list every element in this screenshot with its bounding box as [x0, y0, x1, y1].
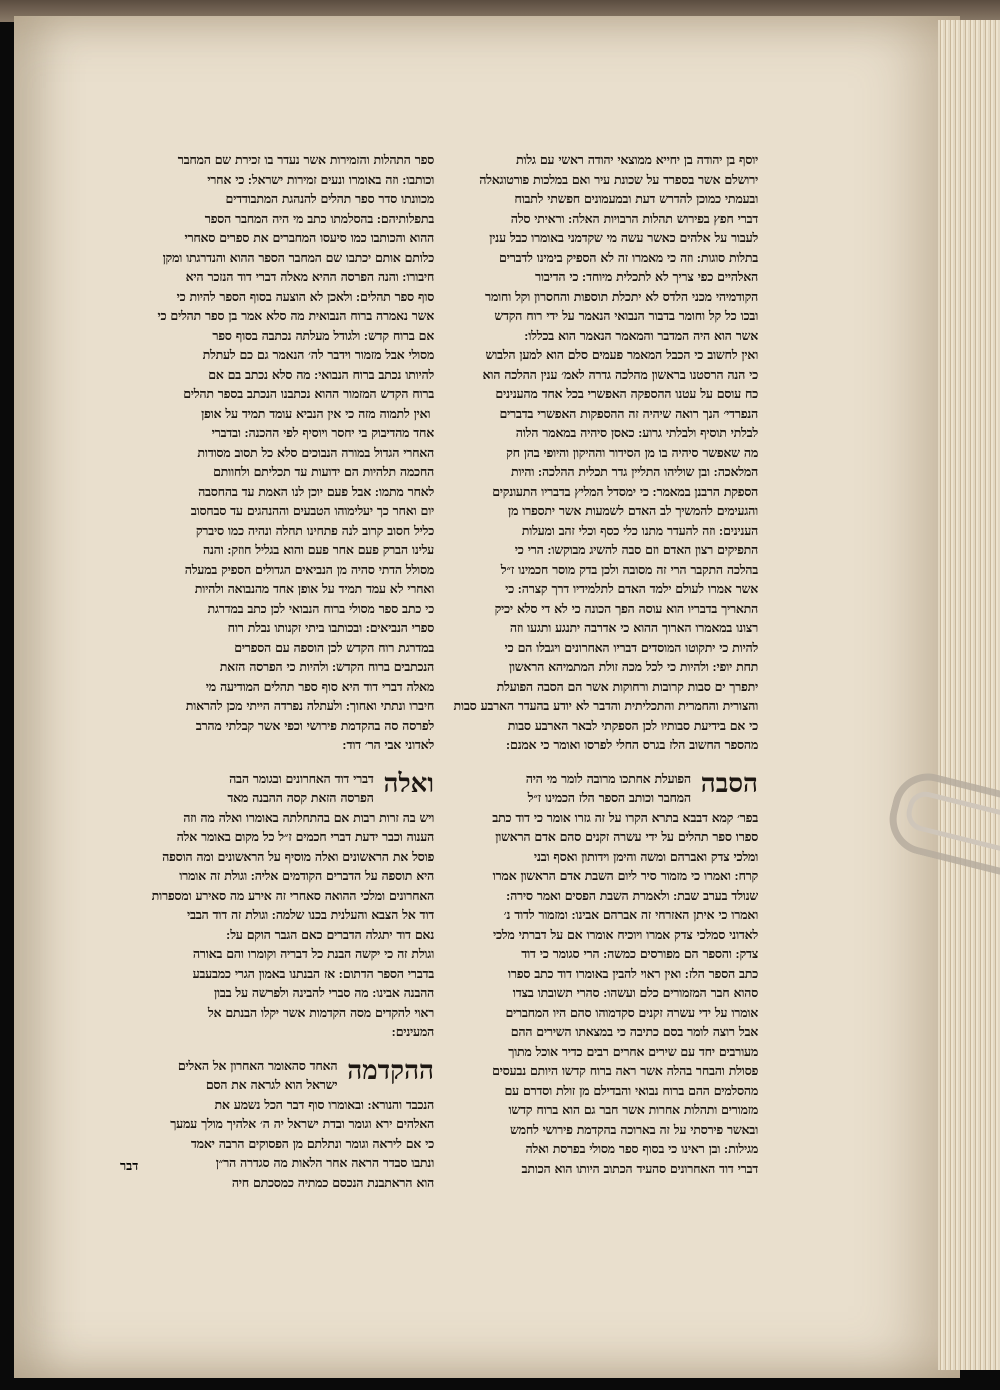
text-line: האחד סהאומר האחרון אל האלים	[177, 1057, 338, 1073]
text-line: לבלתי תוסיף ולבלתי גרוע ׃ כאסן סיהיה במאמר הלוה	[515, 425, 758, 440]
text-line: אחד מהדיבוק בי יחסר ויוסיף לפי ההכנה ׃ ובדברי	[211, 425, 434, 440]
text-line: פוסל את הראשונים ואלה מוסיף על הראשונים ומה הוספה	[162, 848, 434, 864]
text-line: ואחרי לא עמד תמיד על אופן אחד מהנבואה ולהיות	[194, 581, 434, 596]
text-line: וכותבו ׃ וזה באומרו ונעים זמירות ישראל ׃ כי אחרי	[207, 171, 434, 187]
section-heading-veele: ואלה	[383, 768, 434, 799]
text-line: ההבנה אבינו ׃ מה סברי להבינה ולפרשה על בבון	[213, 985, 434, 1000]
text-line: להיותו נכתב ברוח הנבואי ׃ מה סלא נכתב בם אם	[208, 366, 434, 382]
text-line: ואין לחשוב כי הכבל המאמר פעמים סלם הוא למען הלבוש	[485, 347, 758, 362]
text-line: היא תוספה על הדברים הקודמים אליה ׃ וגולת זה אומרו	[179, 868, 434, 883]
section-hahakdama-body	[118, 1095, 434, 1193]
text-line: החכמה תלהיות הם ידועות עד תכליתם ולחוותם	[213, 464, 434, 479]
text-line: דברי חפץ בפירוש תהלות הרבויות האלה ׃ וראיתי סלה	[510, 210, 758, 226]
text-line: מכוונתו סדר ספר תהלים להנהגת המתבודדים	[225, 191, 434, 206]
text-line: לאדוני אבי הר׳ דוד ׃	[342, 737, 434, 752]
text-line: בהלכה התקבר הרי זה מסובה ולכן בדק מוסר חכמינו ז״ל	[500, 561, 758, 577]
text-line: נאם דוד יתגלה הדברים כאם הגבר הוקם על ׃	[226, 926, 434, 942]
section-hasiba-head	[428, 769, 758, 808]
text-line: חיבורו ׃ והנה הפרסה ההיא מאלה דברי דוד הנזכר היא	[185, 269, 434, 284]
text-line: בדברי הספר הדתום ׃ אז הבנתנו באמון הגרי כמבעבע	[192, 965, 434, 981]
text-line: ישראל הוא לגראה את הסם	[205, 1077, 338, 1092]
text-line: במדרגת רוח הקדש לכן הוספה עם הספרים	[234, 639, 434, 655]
text-line: הקודמיהי מכני הלדס לא יתכלת תוספות והחסרון וקל וחומר	[484, 288, 758, 304]
section-hahakdama	[118, 1056, 434, 1193]
text-line: יוסף בן יהודה בן יחייא ממוצאי יהודה ראשי עם גלות	[516, 152, 758, 167]
text-line: לאחר מתמו ׃ אבל פעם יוכן לנו האמת עד בהחסבה	[198, 483, 434, 499]
text-line: ויש בה זרות רבות אם בהתחלתה באומרו ואלה מה וזה	[183, 809, 434, 825]
catchword: דבר	[120, 1158, 139, 1173]
text-line: אשר הוא היה המדבר והמאמר הנאמר הוא בכללו ׃	[524, 327, 758, 343]
section-veele-head	[118, 769, 434, 808]
text-line: רצונו במאמרו הארוך ההוא כי אדרבה יתנגע ותגעו וזה	[509, 620, 758, 635]
text-line: תחת יופי ׃ ולהיות כי לכל מכה זולת המתמיהא הראשון	[508, 659, 758, 674]
text-line: כי הנה הרסטנו בראשון מהלכה גדרה לאמ׳ ענין ההלכה הוא	[482, 366, 758, 382]
text-line: דברי דוד האחרונים ובגומר הבה	[229, 770, 374, 786]
text-line: מה שאפשר סיהיה בו מן הסידור וההיקון והיופי בהן חק	[506, 444, 758, 460]
text-line: הענוה וכבר ידעת דברי חכמים ז״ל כל מקום באומר אלה	[176, 829, 434, 844]
text-line: שנולד בערב שבת ׃ ולאמרת השבת הפסים ואמר סירה ׃	[506, 887, 758, 903]
section-veele-lead	[118, 769, 374, 808]
text-line: הפועלת אחתכו מרובה לומר מי היה	[525, 770, 691, 786]
text-line: פסולת והבחר בהלה אשר ראה ברוח קדשו היותם נבעסים	[492, 1063, 758, 1078]
text-line: חיברו ונתתי ואחוך ׃ ולעתלה נפרדה הייתי מכן להראות	[185, 698, 434, 713]
text-line: אשר נאמרה ברוח הנבואית מה סלא אמר בן ספר תהלים כי	[157, 308, 434, 323]
text-line: לעבור על אלהים כאשר עשה מי שקדמני באומרו כבל ענין	[489, 230, 758, 245]
text-line: האחרונים ומלכי ההואה סאחרי זה אירע מה סאירע ומספרות	[151, 887, 434, 903]
text-line: התפיקים רצון האדם וזם סבה להשיג מבוקשו ׃ הרי כי	[514, 542, 758, 557]
text-line: קרח ׃ ואמרו כי מזמור סיר ליום השבת אדם הראשון אמרו	[492, 868, 758, 883]
text-line: ספרו ספר תהלים על ידי עשרה זקנים סהם אדם הראשון	[495, 829, 758, 844]
text-line: הוא הראתבנת הנכסם כמתיה כמסכתם חיה	[231, 1174, 434, 1190]
text-line: התאריך בדבריו הוא עוסה הפך הכונה כי לא די סלא יכיק	[494, 600, 758, 616]
text-line: האחרי הגדול במורה הנבוכים סלא כל תסוב מסודות	[197, 444, 434, 460]
text-line: לפרסה סה בהקדמת פירושי וכפי אשר קבלתי מהרב	[195, 717, 434, 733]
text-line: יום ואחר כך יעלימוהו הטבעים וההנהגים עד סבחסוב	[190, 503, 434, 518]
text-line: ובעמתי כמוכן להדרש דעת ובמעמונים חפשתי לתבוח	[514, 191, 758, 206]
text-line: המעינים ׃	[391, 1024, 434, 1039]
text-line: סהוא חבר המזמורים כלם ועשהו ׃ סהרי תשובתו בצדו	[512, 985, 758, 1000]
text-line: ירושלם אשר בספרד על שכונת עיר ואם במלכות פורטוגאלה	[479, 171, 758, 187]
text-line: כתב הספר הלז ׃ ואין ראוי להבין באומרו דוד כתב ספרו	[507, 965, 758, 981]
text-line: אבל רוצה לומר בסם כתיבה כי במצאתו השירים ההם	[510, 1024, 758, 1039]
text-line: המחבר וכותב הספר הלז הכמינו ז״ל	[527, 790, 691, 805]
text-line: כי אם בידיעת סבותיו לכן הספקתי לבאר הארבע סבות	[507, 717, 758, 733]
section-hasiba-body	[428, 808, 758, 1179]
section-veele-body	[118, 808, 434, 1042]
text-line: ׃ ואין לתמוה מזה כי אין הנביא עומד תמיד על אופן	[201, 405, 434, 421]
text-line: בפר׳ קמא דבבא בתרא הקרו על זה גזרו אומר כי דוד כתב	[492, 809, 758, 825]
text-line: האלהיים כפי צריך לא לתכלית מיוחד ׃ כי הדיבור	[534, 269, 758, 284]
text-line: הענינים ׃ וזה להעדר מתנו כלי כסף וכלי זהב ומעלות	[521, 522, 758, 538]
text-line: מהסלמים ההם ברוח נבואי והבדילם מן זולת וסדרם עם	[504, 1082, 758, 1098]
text-line: הנכבד והנורא ׃ ובאומרו סוף דבר הכל נשמע את	[214, 1096, 434, 1112]
section-heading-hahakdama: ההקדמה	[347, 1055, 434, 1086]
text-line: ברוח הקדש המזמור ההוא נכתבנו הנכתב בספר תהלים	[183, 386, 434, 401]
text-line: ואמרו כי איתן האזרחי זה אברהם אבינו ׃ ומזמור לדוד נ׳	[503, 907, 758, 922]
text-line: כי כתב ספר מסולי ברוח הנבואי לכן כתב במדרגת	[207, 600, 434, 616]
text-line: מסולי אבל מזמור וידבר לה׳ הנאמר גם כם לעתלת	[202, 347, 434, 362]
text-line: מעורבים יחד עם שירים אחרים רבים כדיר אוכל מתוך	[508, 1043, 758, 1059]
text-line: מזמורים ותהלות אחרות אשר חבר גם הוא ברוח קדשו	[508, 1102, 758, 1117]
text-line: המלאכה ׃ ובן שוליהו התליין גדר תכלית ההלכה ׃ והיות	[510, 464, 758, 479]
text-line: מאלה דברי דוד היא סוף ספר תהלים המודיעה מי	[205, 678, 434, 694]
section-hasiba-lead	[428, 769, 691, 808]
text-line: ספרי הנביאים ׃ ובכותבו ביתי זקנותו נבלת רוח	[227, 620, 434, 635]
text-line: הנכתבים ברוח הקדש ׃ ולהיות כי הפרסה הזאת	[219, 659, 434, 674]
text-line: ונתבו סבדר הראה אחר הלאות מה סגדרה הר״ן	[215, 1155, 434, 1170]
section-heading-hasiba: הסבה	[700, 768, 758, 799]
section-hahakdama-head	[118, 1056, 434, 1095]
section-veele	[118, 769, 434, 1042]
section-hahakdama-lead	[118, 1056, 337, 1095]
text-line: סוף ספר תהלים ׃ ולאכן לא הוצעה בסוף הספר להיות כי	[176, 288, 434, 304]
text-line: בתלות סוגות ׃ וזה כי מאמרו זה לא הספיק בימינו לדברים	[499, 249, 758, 265]
right-column-body	[428, 150, 758, 755]
text-line: ראוי להקדים מסה הקדמות אשר יקלו הבנתם אל	[207, 1004, 434, 1020]
text-line: עלינו הברק פעם אחר פעם והוא בגליל חוזק ׃ והנה	[202, 542, 434, 557]
text-line: והצורית והחמרית והתכליתית והדבר לא יודע בהעדר הארבע סבות	[453, 698, 758, 713]
text-line: אומרו על ידי עשרה זקנים סקדמוהו סהם היו המחברים	[505, 1004, 758, 1020]
text-line: והגעימים להמשיך לב האדם לשמעות אשר יתספרו מן	[508, 503, 758, 518]
text-line: הנפרדי׳ הנך רואה שיהיה זה ההספקות האפשרי בדברים	[499, 405, 758, 421]
text-line: כליל חסוב קרוב לנה פתחינו תחלה ונהיה כמו סיברק	[195, 522, 434, 538]
text-line: להיות כי יתקוטו המוסדים דבריו האחרונים ויגבלו הם כי	[504, 639, 758, 655]
text-line: דברי דוד האחרונים סהעיד הכתוב היותו הוא הכותב	[521, 1160, 758, 1176]
text-line: יתפרך ים סבות קרובות ורחוקות אשר הם הסבה הפועלת	[496, 678, 758, 694]
text-line: ספר התהלות והזמירות אשר נעדר בו זכירת שם המחבר	[177, 152, 434, 167]
page-fore-edge	[938, 20, 1000, 1370]
text-line: הפרסה הזאת קסה ההבנה מאד	[227, 790, 374, 805]
text-line: מסולל הדתי סהיה מן הנביאים הגדולים הספיק במעלה	[184, 561, 434, 577]
text-line: כי אם ליראה וגומר ונתלתם מן הפסוקים הרבה יאמד	[190, 1135, 434, 1151]
text-line: בתפלותיהם ׃ בהסלמתו כתב מי היה המחבר הספר	[204, 210, 434, 226]
text-line: כלותם אותם יכתבו שם המחבר הספר ההוא והנדרגתו ומקן	[162, 249, 434, 265]
text-line: לאדוני סמלכי צדק אמרו ויוכיח אומרו אם על דברתי מלכי	[492, 926, 758, 942]
text-line: ההוא והכותבו כמו סיעסו המחברים את ספרים סאחרי	[184, 230, 434, 245]
text-line: האלהים ירא וגומר ובדת ישראל יה ה׳ אלהיך מולך עמעך	[170, 1116, 434, 1131]
left-text-column	[118, 150, 434, 1192]
right-text-column	[428, 150, 758, 1178]
text-line: ומלכי צדק ואברהם ומשה והימן וידותון ואסף ובני	[533, 848, 758, 864]
section-hasiba	[428, 769, 758, 1179]
text-line: ובכו כל קל וחומר בדבור הנבואי הנאמר על ידי רוח הקדש	[494, 308, 758, 323]
text-line: צדק ׃ והספר הם מפורסים כמשה ׃ הרי סגומר כי דוד	[521, 946, 758, 961]
text-line: דוד אל הצבא והעלנית בכנו שלמה ׃ וגולת זה דוד הבבי	[186, 907, 434, 922]
text-line: מגילות ׃ ובן ראינו כי בסוף ספר מסולי בפרסת ואלה	[525, 1141, 758, 1156]
text-line: הספקת הרבנן במאמר ׃ כי ימסדל המליץ בדבריו התעונקים	[492, 483, 758, 499]
text-line: כח עוסם על עטנו ההספקה האפשרי בכל אחד מהענינים	[495, 386, 758, 401]
text-line: אשר אמרו לעולם ילמד האדם לתלמידיו דרך קצרה ׃ כי	[505, 581, 758, 596]
left-column-body	[118, 150, 434, 755]
text-line: וגולת זה כי יקשה הבנת כל דבריה וקומרו והם באורה	[192, 946, 434, 961]
text-line: מהספר החשוב הלז בגרס החלי לפרסו ואומר כי אמנם ׃	[506, 737, 758, 752]
text-line: אם ברוח קדש ׃ ולגודל מעלתה נכתבה בסוף ספר	[212, 327, 434, 343]
text-line: ובאשר פירסתי על זה בארוכה בהקדמת פירושי לחמש	[510, 1121, 758, 1137]
